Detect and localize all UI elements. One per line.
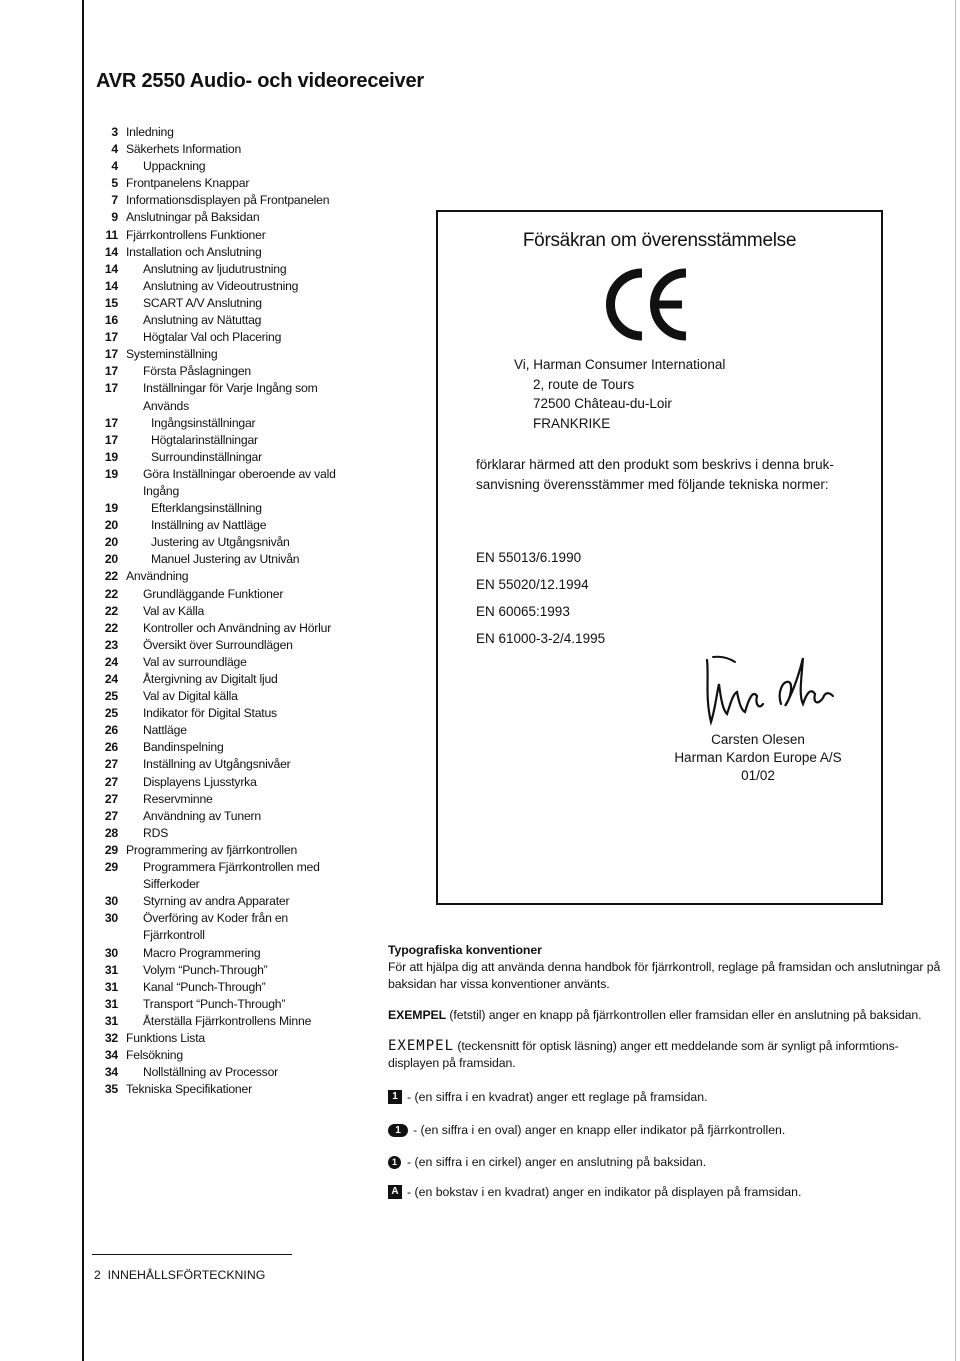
table-of-contents bbox=[92, 124, 392, 1098]
toc-entry-title: Användning bbox=[126, 569, 189, 584]
margin-rule bbox=[82, 0, 84, 1361]
toc-entry bbox=[92, 927, 392, 944]
toc-entry-title: Transport “Punch-Through” bbox=[143, 996, 286, 1011]
toc-entry-title: Ingångsinställningar bbox=[151, 415, 256, 430]
declaration-statement: förklarar härmed att den produkt som beskrivs i denna bruk-sanvisning överensstämmer med följande tekniska normer: bbox=[476, 457, 834, 492]
toc-entry-title: Högtalar Val och Placering bbox=[143, 330, 282, 345]
toc-page-number bbox=[92, 398, 126, 415]
toc-page-number: 26 bbox=[104, 723, 118, 738]
toc-entry bbox=[92, 244, 392, 261]
toc-entry-title: Systeminställning bbox=[126, 347, 218, 362]
toc-entry-title: SCART A/V Anslutning bbox=[143, 295, 262, 310]
toc-page-number: 24 bbox=[104, 672, 118, 686]
toc-page-number: 23 bbox=[104, 637, 118, 652]
oval-number-icon: 1 bbox=[388, 1124, 408, 1137]
norm-item: EN 61000-3-2/4.1995 bbox=[476, 631, 606, 646]
page-title: AVR 2550 Audio- och videoreceiver bbox=[96, 70, 424, 92]
toc-entry-title: Bandinspelning bbox=[143, 740, 224, 755]
toc-entry-title: Indikator för Digital Status bbox=[143, 706, 277, 721]
toc-entry bbox=[92, 158, 392, 175]
footer-rule bbox=[92, 1254, 292, 1255]
toc-entry-title: Inställning av Nattläge bbox=[151, 518, 267, 533]
typography-section bbox=[388, 942, 948, 1072]
toc-page-number: 4 bbox=[111, 142, 118, 157]
toc-page-number: 34 bbox=[104, 1065, 118, 1080]
toc-entry bbox=[92, 261, 392, 278]
legend-oval-number bbox=[388, 1123, 785, 1137]
toc-entry bbox=[92, 1047, 392, 1064]
toc-entry bbox=[92, 1064, 392, 1081]
toc-entry-title: Val av Källa bbox=[143, 603, 205, 618]
toc-entry bbox=[92, 534, 392, 551]
toc-entry bbox=[92, 962, 392, 979]
address-line: 72500 Château-du-Loir bbox=[533, 396, 672, 411]
toc-entry-title: Anslutning av ljudutrustning bbox=[143, 261, 287, 276]
toc-entry bbox=[92, 893, 392, 910]
toc-page-number: 24 bbox=[104, 654, 118, 669]
toc-entry bbox=[92, 141, 392, 158]
ocr-convention bbox=[388, 1038, 948, 1072]
toc-page-number: 35 bbox=[104, 1082, 118, 1097]
toc-page-number: 20 bbox=[104, 552, 118, 567]
toc-entry bbox=[92, 842, 392, 859]
toc-entry bbox=[92, 500, 392, 517]
toc-entry bbox=[92, 774, 392, 791]
toc-entry bbox=[92, 517, 392, 534]
toc-entry-title: Val av surroundläge bbox=[143, 654, 247, 669]
toc-page-number: 30 bbox=[104, 945, 118, 960]
legend-square-letter bbox=[388, 1185, 801, 1199]
toc-entry bbox=[92, 278, 392, 295]
toc-entry bbox=[92, 603, 392, 620]
toc-page-number: 5 bbox=[111, 176, 118, 191]
toc-page-number: 20 bbox=[104, 535, 118, 550]
toc-entry bbox=[92, 688, 392, 705]
toc-page-number: 17 bbox=[104, 415, 118, 430]
toc-entry bbox=[92, 637, 392, 654]
toc-entry-title: Användning av Tunern bbox=[143, 808, 261, 823]
toc-entry bbox=[92, 825, 392, 842]
toc-page-number bbox=[92, 876, 126, 893]
norm-item: EN 55020/12.1994 bbox=[476, 577, 589, 592]
legend-square-number bbox=[388, 1090, 708, 1104]
toc-page-number: 32 bbox=[104, 1030, 118, 1045]
bold-convention bbox=[388, 1007, 948, 1024]
toc-entry-title: Felsökning bbox=[126, 1048, 183, 1063]
declaration-title: Försäkran om överensstämmelse bbox=[522, 230, 797, 251]
toc-entry-title: Ingång bbox=[143, 483, 180, 498]
toc-entry-title: Funktions Lista bbox=[126, 1030, 205, 1045]
bold-description: (fetstil) anger en knapp på fjärrkontrollen eller framsidan eller en anslutning på baksidan. bbox=[446, 1008, 922, 1022]
toc-entry-title: Återgivning av Digitalt ljud bbox=[143, 672, 278, 686]
toc-entry-title: Anslutning av Nätuttag bbox=[143, 313, 262, 328]
declaration-box bbox=[436, 210, 883, 905]
toc-page-number: 27 bbox=[104, 808, 118, 823]
bold-example: EXEMPEL bbox=[388, 1008, 447, 1022]
toc-entry-title: Installation och Anslutning bbox=[126, 244, 262, 259]
toc-page-number: 22 bbox=[104, 586, 118, 601]
toc-page-number: 29 bbox=[104, 860, 118, 875]
toc-entry bbox=[92, 705, 392, 722]
toc-page-number: 25 bbox=[104, 689, 118, 704]
toc-entry bbox=[92, 551, 392, 568]
toc-entry-title: Återställa Fjärrkontrollens Minne bbox=[143, 1013, 312, 1028]
toc-entry bbox=[92, 363, 392, 380]
toc-page-number bbox=[92, 483, 126, 500]
toc-entry bbox=[92, 620, 392, 637]
circle-number-icon: 1 bbox=[388, 1156, 401, 1169]
toc-entry-title: Manuel Justering av Utnivån bbox=[151, 552, 300, 567]
toc-entry-title: Kontroller och Användning av Hörlur bbox=[143, 620, 332, 635]
toc-page-number: 27 bbox=[104, 791, 118, 806]
toc-page-number: 19 bbox=[104, 449, 118, 464]
legend-text: - (en bokstav i en kvadrat) anger en indikator på displayen på framsidan. bbox=[407, 1185, 802, 1199]
signer-company: Harman Kardon Europe A/S bbox=[674, 750, 842, 765]
toc-entry-title: Styrning av andra Apparater bbox=[143, 894, 290, 909]
toc-page-number: 31 bbox=[104, 996, 118, 1011]
toc-entry bbox=[92, 756, 392, 773]
toc-page-number: 27 bbox=[104, 774, 118, 789]
toc-entry bbox=[92, 876, 392, 893]
toc-entry-title: Överföring av Koder från en bbox=[143, 911, 288, 926]
toc-entry bbox=[92, 671, 392, 688]
ocr-description: (teckensnitt för optisk läsning) anger ett meddelande som är synligt på informtions-displayen på framsidan. bbox=[388, 1039, 899, 1070]
square-letter-icon: A bbox=[388, 1185, 402, 1199]
toc-entry-title: Val av Digital källa bbox=[143, 689, 238, 704]
toc-page-number: 34 bbox=[104, 1048, 118, 1063]
toc-entry bbox=[92, 1081, 392, 1098]
toc-page-number: 17 bbox=[104, 330, 118, 345]
ocr-example: EXEMPEL bbox=[388, 1038, 455, 1054]
toc-page-number: 4 bbox=[111, 159, 118, 174]
toc-entry bbox=[92, 945, 392, 962]
toc-entry-title: Översikt över Surroundlägen bbox=[143, 637, 293, 652]
toc-entry bbox=[92, 432, 392, 449]
toc-entry-title: Programmering av fjärrkontrollen bbox=[126, 842, 298, 857]
toc-page-number: 14 bbox=[104, 261, 118, 276]
toc-entry-title: Sifferkoder bbox=[143, 877, 200, 892]
toc-entry-title: Frontpanelens Knappar bbox=[126, 176, 250, 191]
toc-page-number: 19 bbox=[104, 501, 118, 516]
toc-entry-title: Reservminne bbox=[143, 791, 213, 806]
toc-entry bbox=[92, 380, 392, 397]
toc-entry bbox=[92, 209, 392, 226]
toc-page-number: 19 bbox=[104, 466, 118, 481]
toc-page-number: 22 bbox=[104, 603, 118, 618]
toc-entry bbox=[92, 1013, 392, 1030]
toc-entry bbox=[92, 859, 392, 876]
toc-page-number: 11 bbox=[105, 227, 118, 242]
toc-page-number: 14 bbox=[104, 278, 118, 293]
ce-mark-icon bbox=[602, 267, 692, 342]
toc-page-number: 30 bbox=[104, 911, 118, 926]
toc-entry bbox=[92, 124, 392, 141]
manufacturer-address bbox=[514, 355, 725, 433]
toc-entry bbox=[92, 808, 392, 825]
toc-page-number: 20 bbox=[104, 518, 118, 533]
legend-circle-number bbox=[388, 1155, 706, 1169]
toc-entry bbox=[92, 449, 392, 466]
declaration-date: 01/02 bbox=[741, 768, 775, 783]
toc-entry-title: Första Påslagningen bbox=[143, 364, 251, 379]
address-line: 2, route de Tours bbox=[533, 376, 635, 392]
toc-entry bbox=[92, 996, 392, 1013]
toc-entry bbox=[92, 192, 392, 209]
typography-heading: Typografiska konventioner bbox=[388, 943, 542, 957]
signer-block bbox=[638, 731, 878, 785]
address-line: FRANKRIKE bbox=[533, 415, 611, 431]
legend-text: - (en siffra i en oval) anger en knapp eller indikator på fjärrkontrollen. bbox=[413, 1123, 786, 1137]
toc-entry bbox=[92, 398, 392, 415]
toc-page-number: 31 bbox=[104, 962, 118, 977]
toc-entry-title: Säkerhets Information bbox=[126, 142, 242, 157]
toc-page-number: 28 bbox=[104, 825, 118, 840]
toc-page-number: 17 bbox=[104, 364, 118, 379]
toc-entry bbox=[92, 227, 392, 244]
toc-entry-title: Inställning av Utgångsnivåer bbox=[143, 757, 291, 772]
toc-entry-title: Uppackning bbox=[143, 159, 206, 174]
toc-entry-title: Efterklangsinställning bbox=[151, 501, 262, 516]
toc-entry-title: Surroundinställningar bbox=[151, 449, 262, 464]
toc-page-number: 30 bbox=[104, 894, 118, 909]
toc-page-number bbox=[92, 927, 126, 944]
toc-entry-title: Informationsdisplayen på Frontpanelen bbox=[126, 193, 330, 208]
address-line: Vi, Harman Consumer International bbox=[514, 357, 726, 372]
toc-entry-title: Används bbox=[143, 398, 190, 413]
toc-entry bbox=[92, 329, 392, 346]
norm-item: EN 55013/6.1990 bbox=[476, 550, 582, 565]
toc-page-number: 17 bbox=[104, 347, 118, 362]
toc-entry-title: Justering av Utgångsnivån bbox=[151, 535, 290, 550]
toc-entry-title: Grundläggande Funktioner bbox=[143, 586, 284, 601]
toc-page-number: 3 bbox=[111, 125, 118, 139]
toc-entry-title: Inledning bbox=[126, 125, 174, 139]
toc-entry bbox=[92, 568, 392, 585]
toc-page-number: 27 bbox=[104, 757, 118, 772]
toc-entry-title: Nollställning av Processor bbox=[143, 1065, 279, 1080]
toc-entry-title: RDS bbox=[143, 825, 169, 840]
toc-entry bbox=[92, 586, 392, 603]
typography-intro: För att hjälpa dig att använda denna handbok för fjärrkontroll, reglage på framsidan och anslutningar på baksidan har vissa konventioner använts. bbox=[388, 960, 941, 991]
toc-entry-title: Programmera Fjärrkontrollen med bbox=[143, 860, 320, 875]
toc-entry bbox=[92, 415, 392, 432]
norm-item: EN 60065:1993 bbox=[476, 604, 570, 619]
toc-entry-title: Nattläge bbox=[143, 723, 187, 738]
toc-entry bbox=[92, 295, 392, 312]
toc-page-number: 14 bbox=[104, 244, 118, 259]
toc-page-number: 17 bbox=[104, 432, 118, 447]
toc-entry bbox=[92, 466, 392, 483]
signer-name: Carsten Olesen bbox=[711, 732, 805, 747]
toc-entry bbox=[92, 654, 392, 671]
toc-entry bbox=[92, 1030, 392, 1047]
toc-page-number: 31 bbox=[104, 1013, 118, 1028]
toc-entry-title: Fjärrkontrollens Funktioner bbox=[126, 227, 266, 242]
toc-entry bbox=[92, 346, 392, 363]
toc-page-number: 22 bbox=[104, 620, 118, 635]
page-edge-rule bbox=[955, 0, 956, 1361]
page-footer: 2 INNEHÅLLSFÖRTECKNING bbox=[94, 1268, 266, 1282]
toc-page-number: 7 bbox=[111, 193, 118, 208]
toc-entry bbox=[92, 739, 392, 756]
toc-entry bbox=[92, 175, 392, 192]
toc-page-number: 29 bbox=[104, 842, 118, 857]
toc-entry-title: Fjärrkontroll bbox=[143, 928, 205, 943]
toc-entry-title: Tekniska Specifikationer bbox=[126, 1082, 252, 1097]
legend-text: - (en siffra i en kvadrat) anger ett reglage på framsidan. bbox=[407, 1090, 708, 1104]
toc-entry bbox=[92, 312, 392, 329]
toc-entry bbox=[92, 483, 392, 500]
square-number-icon: 1 bbox=[388, 1090, 402, 1104]
toc-entry bbox=[92, 791, 392, 808]
legend-text: - (en siffra i en cirkel) anger en anslutning på baksidan. bbox=[407, 1155, 707, 1169]
toc-page-number: 15 bbox=[104, 295, 118, 310]
toc-entry-title: Anslutning av Videoutrustning bbox=[143, 278, 299, 293]
handwritten-signature bbox=[693, 652, 843, 732]
toc-page-number: 26 bbox=[104, 740, 118, 755]
toc-page-number: 22 bbox=[104, 569, 118, 584]
toc-entry-title: Göra Inställningar oberoende av vald bbox=[143, 466, 336, 481]
toc-page-number: 9 bbox=[111, 210, 118, 225]
toc-entry-title: Högtalarinställningar bbox=[151, 432, 258, 447]
toc-page-number: 17 bbox=[104, 381, 118, 396]
toc-entry bbox=[92, 722, 392, 739]
toc-entry-title: Inställningar för Varje Ingång som bbox=[143, 381, 318, 396]
toc-entry bbox=[92, 910, 392, 927]
toc-entry-title: Macro Programmering bbox=[143, 945, 261, 960]
toc-entry-title: Kanal “Punch-Through” bbox=[143, 979, 266, 994]
toc-page-number: 31 bbox=[104, 979, 118, 994]
toc-entry bbox=[92, 979, 392, 996]
toc-entry-title: Anslutningar på Baksidan bbox=[126, 210, 260, 225]
toc-page-number: 16 bbox=[104, 313, 118, 328]
toc-entry-title: Volym “Punch-Through” bbox=[143, 962, 268, 977]
toc-page-number: 25 bbox=[104, 706, 118, 721]
toc-entry-title: Displayens Ljusstyrka bbox=[143, 774, 257, 789]
